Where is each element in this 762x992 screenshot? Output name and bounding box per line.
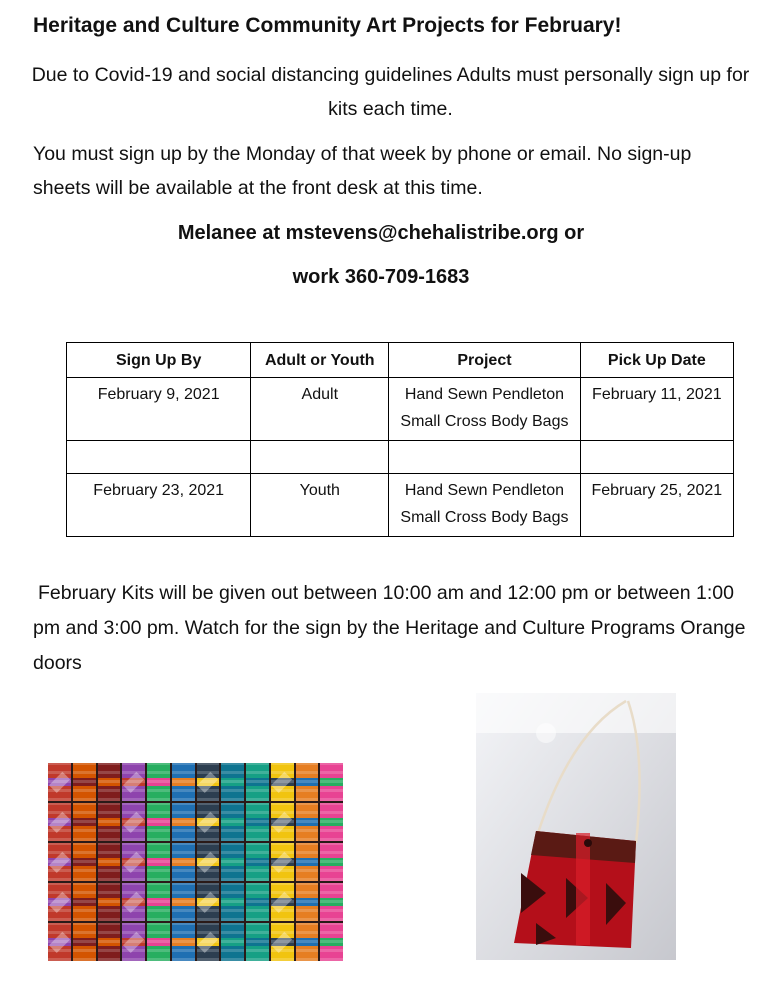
blanket-tile — [98, 923, 121, 961]
cell-project: Hand Sewn Pendleton Small Cross Body Bags — [389, 474, 580, 537]
bag-illustration — [476, 693, 676, 960]
blanket-tile — [320, 923, 343, 961]
table-header-row — [67, 343, 734, 378]
blanket-tile — [271, 803, 294, 841]
blanket-tile — [172, 883, 195, 921]
blanket-tile — [221, 923, 244, 961]
header-sign-up-by: Sign Up By — [67, 343, 251, 378]
header-adult-or-youth: Adult or Youth — [251, 343, 389, 378]
cell-group: Adult — [251, 378, 389, 441]
table-row — [67, 378, 734, 441]
blanket-tile — [246, 883, 269, 921]
blanket-tile — [296, 883, 319, 921]
blanket-tile — [271, 883, 294, 921]
blanket-tile — [48, 803, 71, 841]
blanket-tile — [320, 883, 343, 921]
blanket-tile — [296, 923, 319, 961]
blanket-tile — [197, 883, 220, 921]
blanket-tile — [271, 923, 294, 961]
blanket-tile — [147, 883, 170, 921]
contact-email-line: Melanee at mstevens@chehalistribe.org or — [177, 222, 585, 244]
blanket-tile — [197, 763, 220, 801]
blanket-tile — [98, 843, 121, 881]
blanket-tile — [73, 803, 96, 841]
blanket-tile — [48, 883, 71, 921]
blanket-tile — [271, 763, 294, 801]
blanket-tile — [98, 803, 121, 841]
blanket-tile — [147, 803, 170, 841]
kits-schedule-table — [66, 342, 734, 537]
blanket-tile — [320, 763, 343, 801]
blanket-tile — [122, 803, 145, 841]
blanket-tile — [147, 923, 170, 961]
blanket-tile — [73, 883, 96, 921]
blanket-tile — [147, 763, 170, 801]
blanket-tile — [221, 843, 244, 881]
blanket-tile — [221, 883, 244, 921]
blanket-tile — [271, 843, 294, 881]
blanket-tile — [221, 763, 244, 801]
blanket-tile — [197, 843, 220, 881]
blanket-tile — [122, 763, 145, 801]
header-project: Project — [389, 343, 580, 378]
cell-sign-up-by: February 9, 2021 — [67, 378, 251, 441]
blanket-tile — [296, 763, 319, 801]
blanket-tile — [98, 883, 121, 921]
blanket-tile — [172, 923, 195, 961]
cell-sign-up-by — [67, 441, 251, 474]
cell-group — [251, 441, 389, 474]
cell-group: Youth — [251, 474, 389, 537]
blanket-tile — [172, 763, 195, 801]
pickup-info-paragraph — [33, 576, 753, 681]
page-title: Heritage and Culture Community Art Projects for February! — [33, 14, 622, 37]
blanket-tile — [122, 923, 145, 961]
cell-sign-up-by: February 23, 2021 — [67, 474, 251, 537]
table-row — [67, 441, 734, 474]
blanket-tile — [147, 843, 170, 881]
cell-pick-up-date: February 25, 2021 — [580, 474, 733, 537]
blanket-tile — [172, 843, 195, 881]
blanket-tile — [172, 803, 195, 841]
cell-project — [389, 441, 580, 474]
blanket-tile — [296, 843, 319, 881]
blanket-tile — [122, 883, 145, 921]
blanket-tile — [296, 803, 319, 841]
blanket-tile — [246, 803, 269, 841]
blanket-tile — [73, 923, 96, 961]
blanket-tile — [246, 923, 269, 961]
blanket-tile — [73, 843, 96, 881]
table-row — [67, 474, 734, 537]
pickup-info-text: February Kits will be given out between 10:00 am and 12:00 pm or between 1:00 pm and 3:00 pm. Watch for the sign by the Heritage and Culture Programs Orange doors — [33, 582, 746, 674]
blanket-tile — [73, 763, 96, 801]
signup-note-paragraph: You must sign up by the Monday of that week by phone or email. No sign-up sheets will be available at the front desk at this time. — [33, 143, 692, 199]
blanket-tile — [197, 923, 220, 961]
cell-project: Hand Sewn Pendleton Small Cross Body Bags — [389, 378, 580, 441]
blanket-tile — [320, 803, 343, 841]
blanket-tile — [48, 843, 71, 881]
blanket-tile — [122, 843, 145, 881]
blanket-tile — [48, 763, 71, 801]
blanket-tile — [197, 803, 220, 841]
blanket-tile — [320, 843, 343, 881]
cell-pick-up-date: February 11, 2021 — [580, 378, 733, 441]
blanket-tile — [246, 843, 269, 881]
header-pick-up-date: Pick Up Date — [580, 343, 733, 378]
blanket-tile — [221, 803, 244, 841]
blanket-tile — [246, 763, 269, 801]
blanket-tile — [48, 923, 71, 961]
contact-phone-line: work 360-709-1683 — [292, 266, 470, 288]
blanket-tile — [98, 763, 121, 801]
cell-pick-up-date — [580, 441, 733, 474]
cross-body-bag-photo — [476, 693, 676, 960]
intro-paragraph: Due to Covid-19 and social distancing guidelines Adults must personally sign up for kits each time. — [31, 64, 750, 120]
pendleton-blankets-photo — [48, 763, 343, 961]
